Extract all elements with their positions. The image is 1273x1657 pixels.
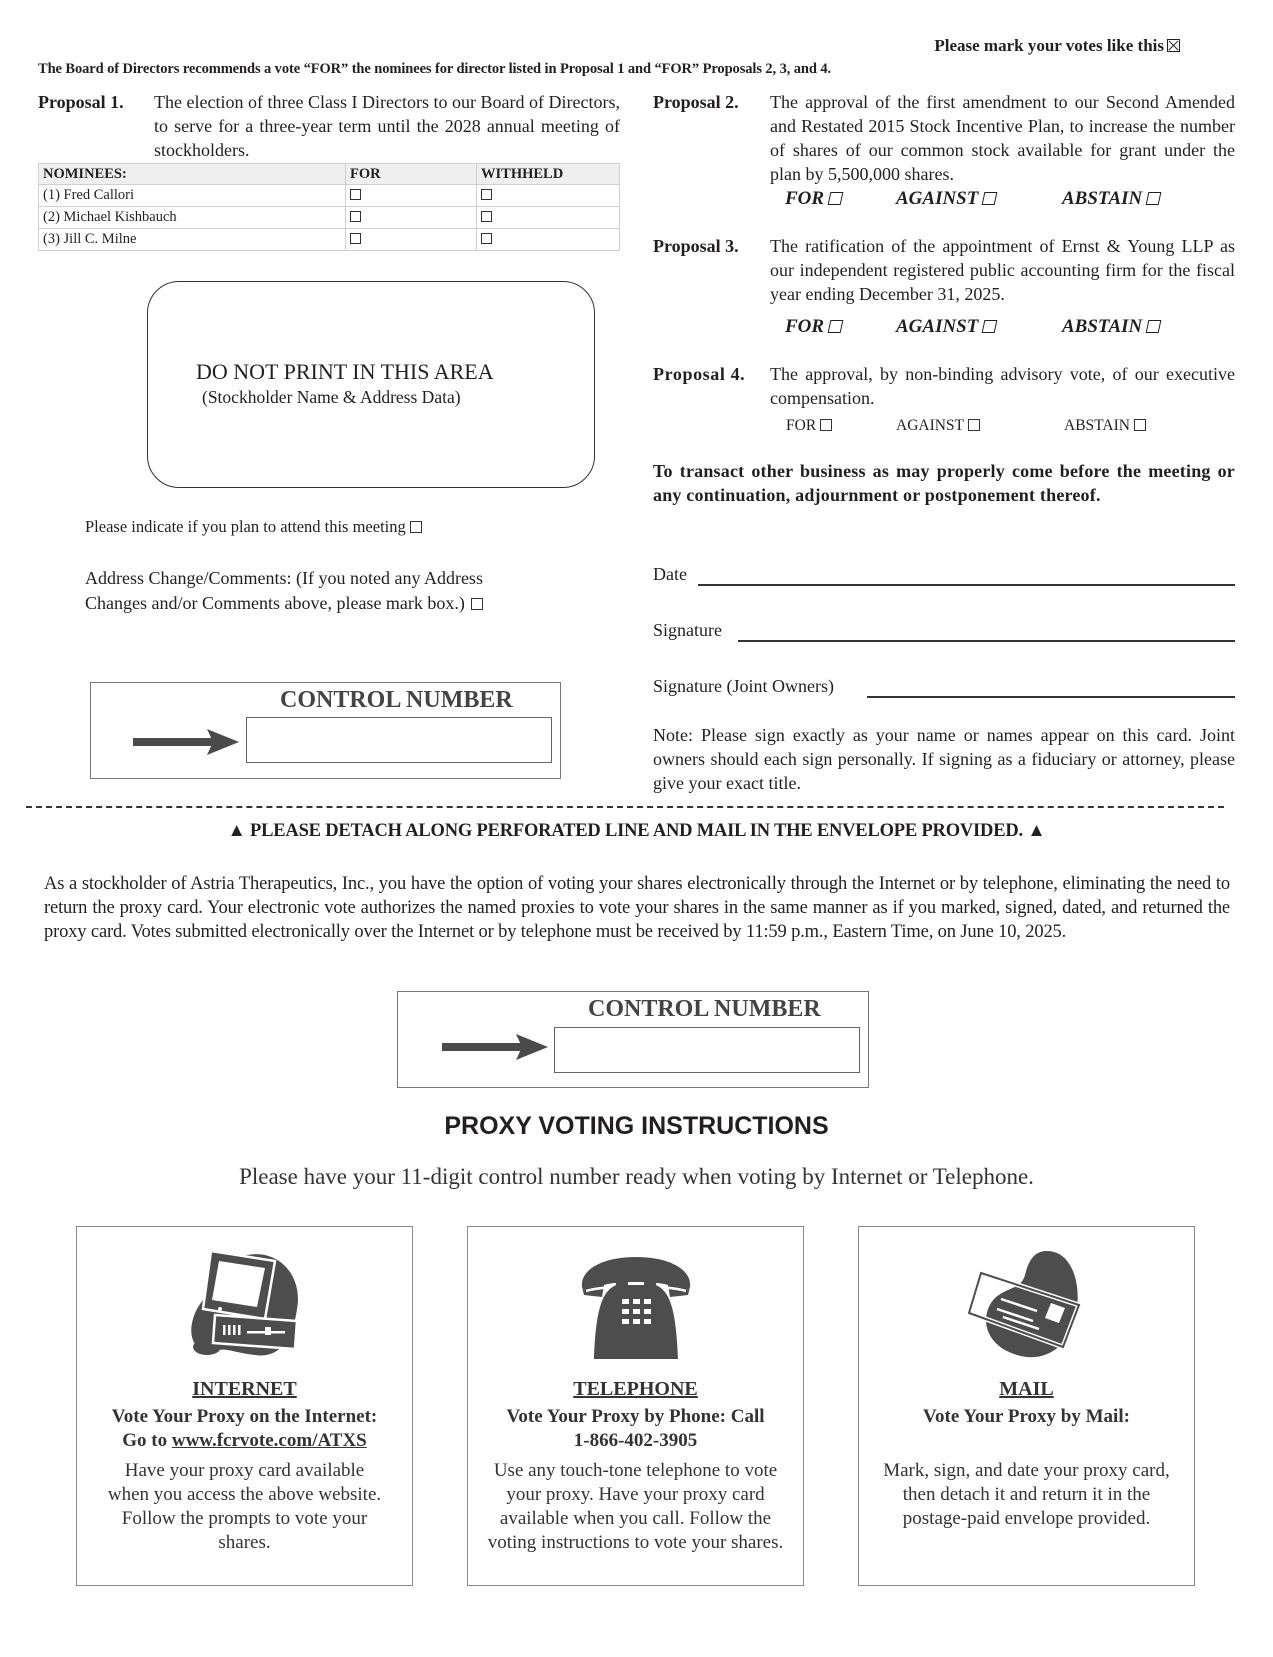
proposal-4-text: The approval, by non-binding advisory vote, of our executive compensation. bbox=[770, 364, 1235, 408]
proposal-2-vote-abstain: ABSTAIN bbox=[1062, 188, 1160, 210]
proposal-3-vote-abstain: ABSTAIN bbox=[1062, 316, 1160, 338]
control-number-label: CONTROL NUMBER bbox=[280, 687, 513, 713]
proposal-1-text: The election of three Class I Directors to our Board of Directors, to serve for a three-year term until the 2028 annual meeting of stockholders. bbox=[154, 92, 620, 160]
for-checkbox[interactable] bbox=[350, 233, 361, 244]
arrow-right-icon bbox=[133, 727, 239, 757]
withheld-cell bbox=[477, 185, 620, 207]
address-area-title: DO NOT PRINT IN THIS AREA bbox=[196, 359, 494, 384]
date-input-line[interactable] bbox=[698, 584, 1235, 586]
proposal-4-label: Proposal 4. bbox=[653, 364, 746, 384]
detach-notice: ▲ PLEASE DETACH ALONG PERFORATED LINE AND MAIL IN THE ENVELOPE PROVIDED. ▲ bbox=[227, 821, 1046, 841]
proposal-2-label: Proposal 2. bbox=[653, 92, 739, 112]
abstain-checkbox[interactable] bbox=[1146, 192, 1162, 205]
nominees-table bbox=[38, 163, 620, 251]
address-change-checkbox[interactable] bbox=[471, 598, 483, 610]
table-row bbox=[39, 185, 620, 207]
mark-instruction: Please mark your votes like this bbox=[934, 36, 1180, 56]
signature-line: Signature bbox=[653, 620, 1235, 648]
for-checkbox[interactable] bbox=[350, 211, 361, 222]
voting-phone-number: 1-866-402-3905 bbox=[573, 1430, 698, 1451]
proposal-2-vote-for: FOR bbox=[785, 188, 842, 210]
withheld-checkbox[interactable] bbox=[481, 189, 492, 200]
control-number-box-stub bbox=[397, 991, 869, 1088]
internet-voting-box bbox=[76, 1226, 413, 1586]
for-checkbox[interactable] bbox=[350, 189, 361, 200]
joint-signature-input-line[interactable] bbox=[867, 696, 1235, 698]
control-number-field[interactable] bbox=[554, 1027, 860, 1073]
against-checkbox[interactable] bbox=[968, 419, 980, 431]
proposal-3-vote-for: FOR bbox=[785, 316, 842, 338]
proxy-voting-instructions-subtitle: Please have your 11-digit control number ready when voting by Internet or Telephone. bbox=[239, 1164, 1034, 1189]
address-area-subtitle: (Stockholder Name & Address Data) bbox=[202, 387, 461, 407]
abstain-checkbox[interactable] bbox=[1134, 419, 1146, 431]
proposal-2-text: The approval of the first amendment to our Second Amended and Restated 2015 Stock Incentive Plan, to increase the number of shares of our common stock available for grant under the plan by 5,500,000 shares. bbox=[770, 92, 1235, 184]
address-change: Address Change/Comments: (If you noted any Address Changes and/or Comments above, please mark box.) bbox=[85, 568, 483, 613]
column-header-withheld: WITHHELD bbox=[477, 164, 620, 185]
table-row bbox=[39, 207, 620, 229]
for-cell bbox=[346, 207, 477, 229]
mail-body: Mark, sign, and date your proxy card, then detach it and return it in the postage-paid envelope provided. bbox=[883, 1460, 1170, 1529]
control-number-label: CONTROL NUMBER bbox=[588, 996, 821, 1022]
abstain-checkbox[interactable] bbox=[1146, 320, 1162, 333]
arrow-right-icon bbox=[442, 1032, 548, 1062]
joint-signature-line: Signature (Joint Owners) bbox=[653, 676, 1235, 704]
computer-icon bbox=[185, 1247, 305, 1363]
table-row bbox=[39, 229, 620, 251]
against-checkbox[interactable] bbox=[982, 320, 998, 333]
for-cell bbox=[346, 229, 477, 251]
column-header-nominees: NOMINEES: bbox=[39, 164, 346, 185]
for-checkbox[interactable] bbox=[828, 192, 844, 205]
signature-input-line[interactable] bbox=[738, 640, 1235, 642]
board-recommendation: The Board of Directors recommends a vote “FOR” the nominees for director listed in Proposal 1 and “FOR” Proposals 2, 3, and 4. bbox=[38, 61, 832, 77]
telephone-title: TELEPHONE bbox=[573, 1378, 698, 1400]
proposal-4-vote-abstain: ABSTAIN bbox=[1064, 417, 1146, 435]
telephone-body: Use any touch-tone telephone to vote your proxy. Have your proxy card available when you call. Follow the voting instructions to vote your shares. bbox=[487, 1460, 784, 1553]
proposal-3-text: The ratification of the appointment of Ernst & Young LLP as our independent registered public accounting firm for the fiscal year ending December 31, 2025. bbox=[770, 236, 1235, 304]
internet-title: INTERNET bbox=[192, 1378, 297, 1400]
proposal-4-vote-for: FOR bbox=[786, 417, 832, 435]
nominee-name: (3) Jill C. Milne bbox=[39, 229, 346, 251]
telephone-heading: Vote Your Proxy by Phone: Call 1-866-402-3905 bbox=[468, 1405, 803, 1453]
against-checkbox[interactable] bbox=[982, 192, 998, 205]
mail-heading: Vote Your Proxy by Mail: bbox=[923, 1406, 1130, 1427]
nominees-table-header bbox=[39, 164, 620, 185]
proposal-3-vote-against: AGAINST bbox=[896, 316, 996, 338]
column-header-for: FOR bbox=[346, 164, 477, 185]
signature-note: Note: Please sign exactly as your name or names appear on this card. Joint owners should each sign personally. If signing as a fiduciary or attorney, please give your exact title. bbox=[653, 725, 1235, 793]
mail-voting-box bbox=[858, 1226, 1195, 1586]
telephone-icon bbox=[576, 1247, 696, 1363]
proxy-voting-instructions-title: PROXY VOTING INSTRUCTIONS bbox=[444, 1112, 829, 1140]
mail-icon bbox=[967, 1247, 1087, 1363]
mail-title: MAIL bbox=[999, 1378, 1054, 1400]
proposal-3-label: Proposal 3. bbox=[653, 236, 739, 256]
withheld-checkbox[interactable] bbox=[481, 211, 492, 222]
checked-box-example-icon bbox=[1167, 39, 1180, 52]
nominee-name: (1) Fred Callori bbox=[39, 185, 346, 207]
control-number-box bbox=[90, 682, 561, 779]
withheld-checkbox[interactable] bbox=[481, 233, 492, 244]
perforated-line bbox=[26, 806, 1224, 808]
for-checkbox[interactable] bbox=[820, 419, 832, 431]
withheld-cell bbox=[477, 207, 620, 229]
voting-website-link[interactable]: www.fcrvote.com/ATXS bbox=[171, 1430, 367, 1451]
nominee-name: (2) Michael Kishbauch bbox=[39, 207, 346, 229]
control-number-field[interactable] bbox=[246, 717, 552, 763]
date-line: Date bbox=[653, 564, 1235, 592]
internet-body: Have your proxy card available when you access the above website. Follow the prompts to vote your shares. bbox=[107, 1460, 382, 1553]
for-cell bbox=[346, 185, 477, 207]
attend-meeting-checkbox[interactable] bbox=[410, 521, 422, 533]
proposal-2-vote-against: AGAINST bbox=[896, 188, 996, 210]
other-business: To transact other business as may properly come before the meeting or any continuation, adjournment or postponement thereof. bbox=[653, 461, 1235, 505]
telephone-voting-box bbox=[467, 1226, 804, 1586]
withheld-cell bbox=[477, 229, 620, 251]
proposal-4-vote-against: AGAINST bbox=[896, 417, 980, 435]
attend-meeting: Please indicate if you plan to attend this meeting bbox=[85, 517, 422, 537]
internet-heading: Vote Your Proxy on the Internet: Go to www.fcrvote.com/ATXS bbox=[111, 1406, 378, 1451]
electronic-voting-paragraph: As a stockholder of Astria Therapeutics, Inc., you have the option of voting your shares electronically through the Internet or by telephone, eliminating the need to return the proxy card. Your electronic vote authorizes the named proxies to vote your shares in the same manner as if you marked, signed, dated, and returned the proxy card. Votes submitted electronically over the Internet or by telephone must be received by 11:59 p.m., Eastern Time, on June 10, 2025. bbox=[44, 874, 1230, 942]
for-checkbox[interactable] bbox=[828, 320, 844, 333]
proposal-1-label: Proposal 1. bbox=[38, 92, 124, 112]
